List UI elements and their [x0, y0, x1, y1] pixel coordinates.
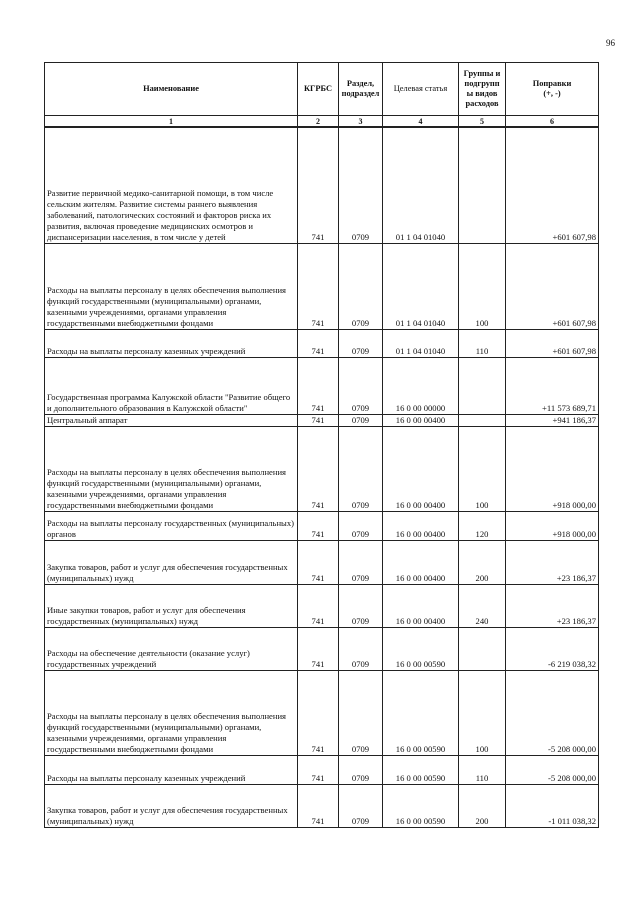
row-amount: +941 186,37: [506, 414, 599, 426]
row-section: 0709: [339, 243, 383, 329]
row-target: 16 0 00 00400: [383, 414, 459, 426]
column-number: 3: [339, 116, 383, 128]
table-row: [45, 414, 599, 426]
row-section: 0709: [339, 414, 383, 426]
row-section: 0709: [339, 540, 383, 584]
row-name: Расходы на выплаты персоналу государственных (муниципальных) органов: [45, 511, 298, 540]
row-target: 01 1 04 01040: [383, 127, 459, 243]
row-name: Расходы на выплаты персоналу в целях обеспечения выполнения функций государственными (муниципальными) органами, казенными учреждениями, органами управления государственными внебюджетными фондами: [45, 426, 298, 511]
row-name: Государственная программа Калужской области "Развитие общего и дополнительного образования в Калужской области": [45, 357, 298, 414]
row-group: 240: [459, 584, 506, 627]
row-group: 100: [459, 243, 506, 329]
row-group: 200: [459, 784, 506, 827]
page-number: 96: [606, 38, 615, 48]
table-row: [45, 357, 599, 414]
row-section: 0709: [339, 627, 383, 670]
row-amount: +918 000,00: [506, 426, 599, 511]
header-name: Наименование: [45, 63, 298, 116]
row-amount: -6 219 038,32: [506, 627, 599, 670]
row-ktrbs: 741: [298, 511, 339, 540]
row-section: 0709: [339, 784, 383, 827]
table-row: [45, 329, 599, 357]
row-group: [459, 127, 506, 243]
row-group: 110: [459, 755, 506, 784]
row-section: 0709: [339, 426, 383, 511]
row-ktrbs: 741: [298, 627, 339, 670]
table-row: [45, 127, 599, 243]
row-name: Расходы на выплаты персоналу в целях обеспечения выполнения функций государственными (муниципальными) органами, казенными учреждениями, органами управления государственными внебюджетными фондами: [45, 243, 298, 329]
row-group: 120: [459, 511, 506, 540]
row-ktrbs: 741: [298, 357, 339, 414]
header-section: Раздел, подраздел: [339, 63, 383, 116]
row-amount: +601 607,98: [506, 329, 599, 357]
row-target: 16 0 00 00400: [383, 511, 459, 540]
row-group: [459, 627, 506, 670]
column-number: 5: [459, 116, 506, 128]
row-ktrbs: 741: [298, 755, 339, 784]
row-ktrbs: 741: [298, 329, 339, 357]
header-target: Целевая статья: [383, 63, 459, 116]
column-number: 1: [45, 116, 298, 128]
row-section: 0709: [339, 511, 383, 540]
header-groups: Группы и подгрупп ы видов расходов: [459, 63, 506, 116]
row-ktrbs: 741: [298, 540, 339, 584]
row-name: Расходы на выплаты персоналу казенных учреждений: [45, 329, 298, 357]
row-amount: -5 208 000,00: [506, 755, 599, 784]
table-row: [45, 670, 599, 755]
table-row: [45, 540, 599, 584]
row-group: 200: [459, 540, 506, 584]
table-row: [45, 243, 599, 329]
row-name: Иные закупки товаров, работ и услуг для обеспечения государственных (муниципальных) нужд: [45, 584, 298, 627]
row-target: 16 0 00 00400: [383, 426, 459, 511]
row-section: 0709: [339, 329, 383, 357]
row-ktrbs: 741: [298, 670, 339, 755]
row-name: Закупка товаров, работ и услуг для обеспечения государственных (муниципальных) нужд: [45, 540, 298, 584]
table-row: [45, 784, 599, 827]
table-row: [45, 511, 599, 540]
row-group: 100: [459, 670, 506, 755]
row-group: [459, 414, 506, 426]
row-amount: +11 573 689,71: [506, 357, 599, 414]
table-row: [45, 755, 599, 784]
row-section: 0709: [339, 670, 383, 755]
row-target: 01 1 04 01040: [383, 243, 459, 329]
row-name: Расходы на обеспечение деятельности (оказание услуг) государственных учреждений: [45, 627, 298, 670]
table-row: [45, 426, 599, 511]
row-target: 16 0 00 00400: [383, 584, 459, 627]
row-name: Расходы на выплаты персоналу казенных учреждений: [45, 755, 298, 784]
row-target: 16 0 00 00590: [383, 784, 459, 827]
table-row: [45, 627, 599, 670]
row-ktrbs: 741: [298, 784, 339, 827]
row-target: 16 0 00 00000: [383, 357, 459, 414]
row-amount: +23 186,37: [506, 540, 599, 584]
row-amount: +918 000,00: [506, 511, 599, 540]
row-ktrbs: 741: [298, 426, 339, 511]
row-group: [459, 357, 506, 414]
header-ktrbs: КГРБС: [298, 63, 339, 116]
column-number: 4: [383, 116, 459, 128]
row-amount: -5 208 000,00: [506, 670, 599, 755]
row-ktrbs: 741: [298, 127, 339, 243]
row-section: 0709: [339, 127, 383, 243]
row-name: Развитие первичной медико-санитарной помощи, в том числе сельским жителям. Развитие системы раннего выявления заболеваний, патологических состояний и факторов риска их развития, включая проведение медицинских осмотров и диспансеризации населения, в том числе у детей: [45, 127, 298, 243]
row-ktrbs: 741: [298, 584, 339, 627]
row-ktrbs: 741: [298, 414, 339, 426]
column-number: 2: [298, 116, 339, 128]
row-target: 16 0 00 00590: [383, 627, 459, 670]
row-group: 110: [459, 329, 506, 357]
table-row: [45, 584, 599, 627]
row-amount: +601 607,98: [506, 243, 599, 329]
column-number: 6: [506, 116, 599, 128]
row-section: 0709: [339, 357, 383, 414]
row-target: 16 0 00 00400: [383, 540, 459, 584]
row-section: 0709: [339, 755, 383, 784]
header-amendments: Поправки (+, -): [506, 63, 599, 116]
row-amount: +601 607,98: [506, 127, 599, 243]
row-target: 16 0 00 00590: [383, 755, 459, 784]
row-target: 16 0 00 00590: [383, 670, 459, 755]
row-amount: +23 186,37: [506, 584, 599, 627]
row-ktrbs: 741: [298, 243, 339, 329]
row-name: Центральный аппарат: [45, 414, 298, 426]
row-name: Закупка товаров, работ и услуг для обеспечения государственных (муниципальных) нужд: [45, 784, 298, 827]
row-group: 100: [459, 426, 506, 511]
row-amount: -1 011 038,32: [506, 784, 599, 827]
row-target: 01 1 04 01040: [383, 329, 459, 357]
budget-amendments-table: [44, 62, 599, 828]
row-name: Расходы на выплаты персоналу в целях обеспечения выполнения функций государственными (муниципальными) органами, казенными учреждениями, органами управления государственными внебюджетными фондами: [45, 670, 298, 755]
row-section: 0709: [339, 584, 383, 627]
